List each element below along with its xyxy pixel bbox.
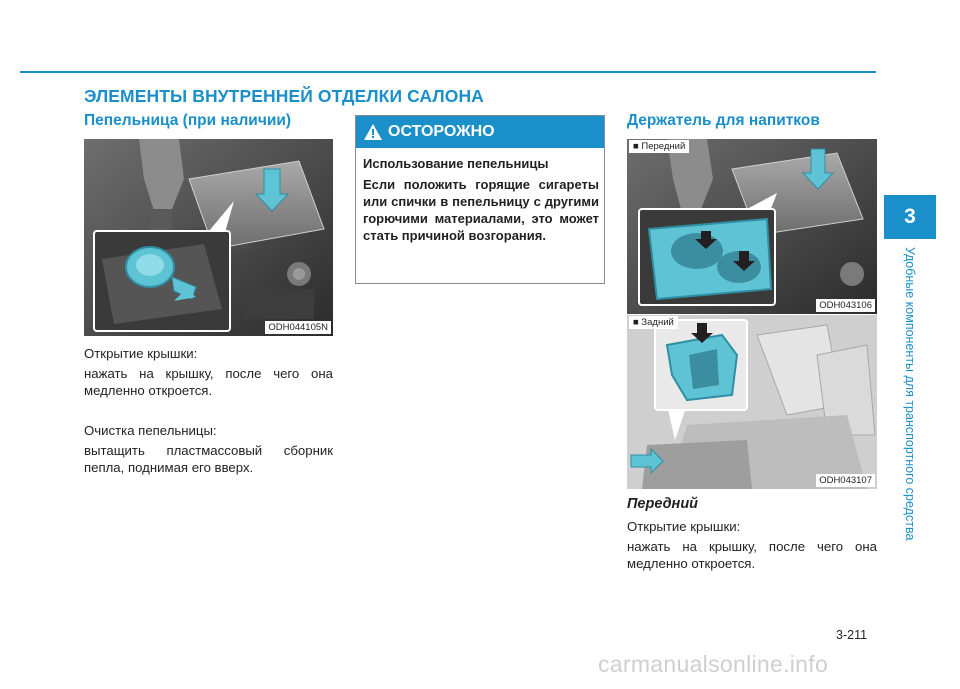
cupholder-open-text: нажать на крышку, после чего она медленно откроется. [627, 539, 877, 571]
ashtray-illustration [84, 139, 333, 336]
page-number: 3-211 [836, 628, 868, 642]
cupholder-front-tag: ■ Передний [629, 140, 689, 153]
chapter-number: 3 [884, 195, 936, 239]
warning-header [356, 116, 604, 148]
cupholder-rear-illustration [627, 315, 877, 489]
cupholder-heading: Держатель для напитков [627, 112, 820, 129]
section-title: ЭЛЕМЕНТЫ ВНУТРЕННЕЙ ОТДЕЛКИ САЛОНА [84, 86, 484, 106]
warning-label: ОСТОРОЖНО [388, 123, 495, 140]
ashtray-open-title: Открытие крышки: [84, 346, 198, 361]
top-rule [20, 71, 876, 73]
cupholder-front-heading: Передний [627, 496, 699, 512]
warning-text: Если положить горящие сигареты или спички в пепельницу с другими горючими материалами, это может стать причиной возгорания. [363, 177, 599, 243]
ashtray-figure-code: ODH044105N [265, 321, 331, 334]
watermark: carmanualsonline.info [598, 651, 829, 677]
cupholder-rear-code: ODH043107 [816, 474, 875, 487]
warning-box [355, 115, 605, 284]
cupholder-front-illustration [627, 139, 877, 314]
chapter-title-vertical [880, 247, 940, 587]
cupholder-open-title: Открытие крышки: [627, 519, 741, 534]
ashtray-clean-title: Очистка пепельницы: [84, 423, 217, 438]
ashtray-figure [84, 139, 333, 336]
chapter-title: Удобные компоненты для транспортного средства [903, 247, 917, 541]
cupholder-front-code: ODH043106 [816, 299, 875, 312]
warning-subtitle: Использование пепельницы [363, 156, 549, 171]
cupholder-rear-figure [627, 315, 877, 489]
warning-triangle-icon [364, 124, 382, 140]
cupholder-front-figure [627, 139, 877, 314]
cupholder-rear-tag: ■ Задний [629, 316, 678, 329]
ashtray-clean-text: вытащить пластмассовый сборник пепла, поднимая его вверх. [84, 443, 333, 475]
ashtray-heading: Пепельница (при наличии) [84, 112, 292, 129]
ashtray-open-text: нажать на крышку, после чего она медленно откроется. [84, 366, 333, 398]
